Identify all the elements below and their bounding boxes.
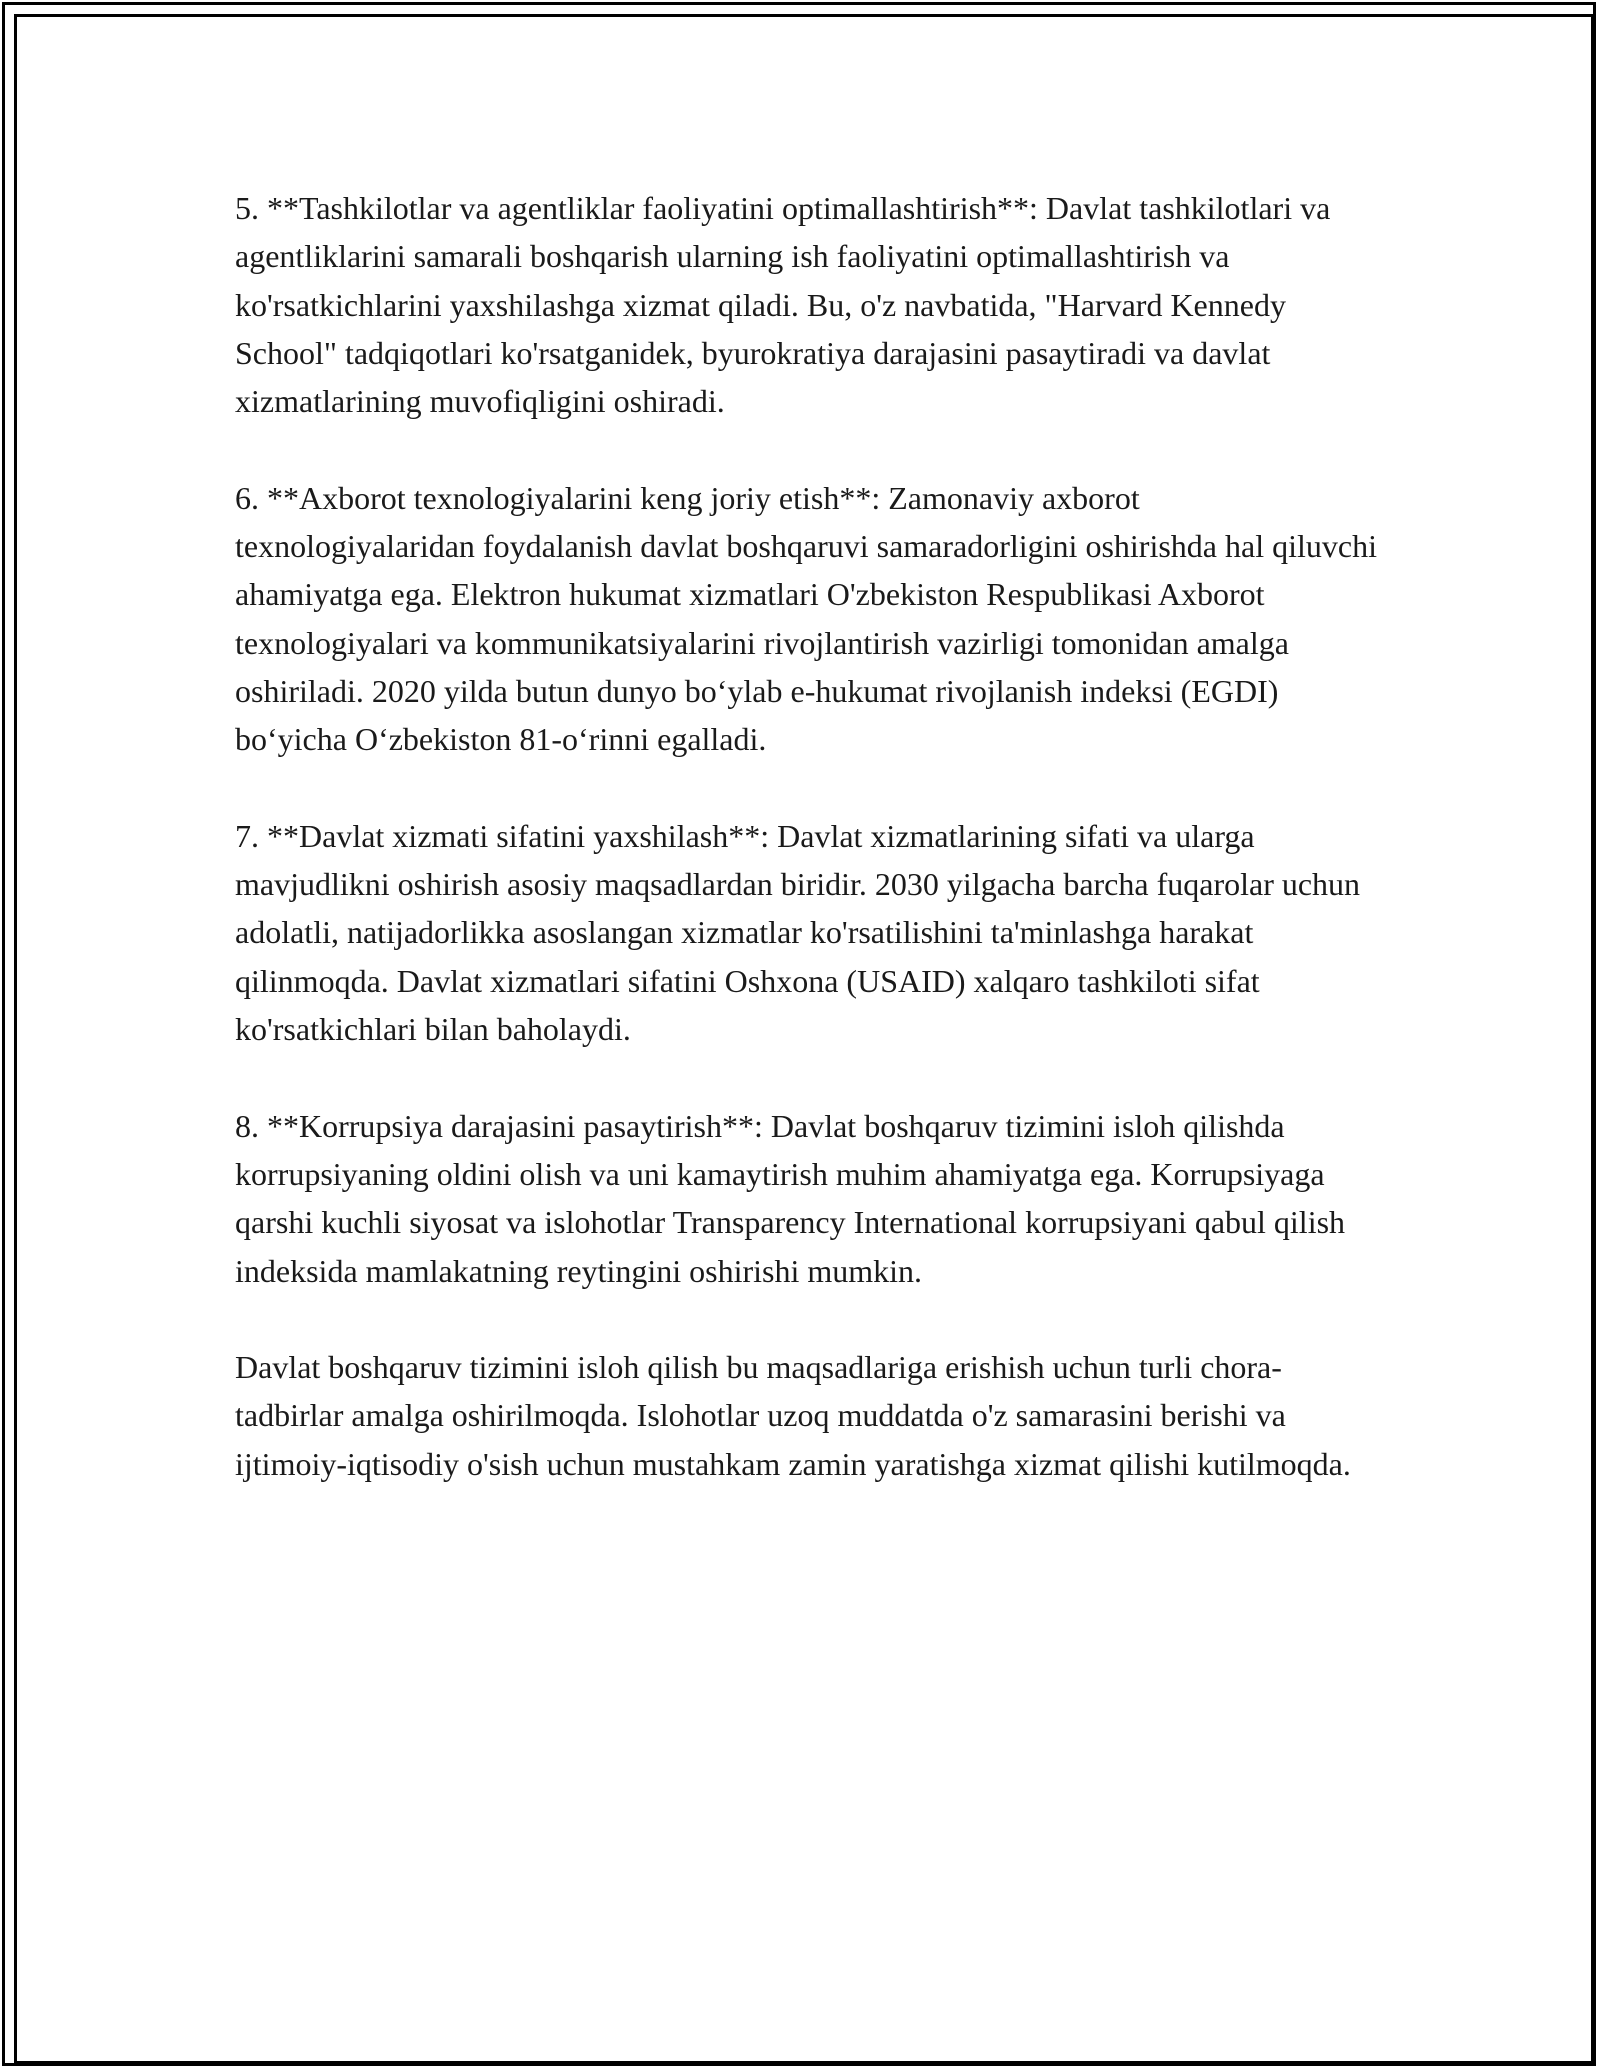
paragraph-8-corruption: 8. **Korrupsiya darajasini pasaytirish**: Davlat boshqaruv tizimini isloh qilishda korrupsiyaning oldini olish va uni kamaytirish muhim ahamiyatga ega. Korrupsiyaga qarshi kuchli siyosat va islohotlar Transparency International korrupsiyani qabul qilish indeksida mamlakatning reytingini oshirishi mumkin.	[235, 1107, 1346, 1289]
paragraph-6-it-adoption: 6. **Axborot texnologiyalarini keng joriy etish**: Zamonaviy axborot texnologiyalaridan foydalanish davlat boshqaruvi samaradorligini oshirishda hal qiluvchi ahamiyatga ega. Elektron hukumat xizmatlari O'zbekiston Respublikasi Axborot texnologiyalari va kommunikatsiyalarini rivojlantirish vazirligi tomonidan amalga oshiriladi. 2020 yilda butun dunyo boʻylab e-hukumat rivojlanish indeksi (EGDI) boʻyicha Oʻzbekiston 81-oʻrinni egalladi.	[235, 479, 1377, 758]
document-body	[235, 184, 1385, 1536]
paragraph-5-optimization: 5. **Tashkilotlar va agentliklar faoliyatini optimallashtirish**: Davlat tashkilotlari va agentliklarini samarali boshqarish ularning ish faoliyatini optimallashtirish va ko'rsatkichlarini yaxshilashga xizmat qiladi. Bu, o'z navbatida, "Harvard Kennedy School" tadqiqotlari ko'rsatganidek, byurokratiya darajasini pasaytiradi va davlat xizmatlarining muvofiqligini oshiradi.	[235, 190, 1331, 420]
paragraph-7-service-quality: 7. **Davlat xizmati sifatini yaxshilash**: Davlat xizmatlarining sifati va ularga mavjudlikni oshirish asosiy maqsadlardan biridir. 2030 yilgacha barcha fuqarolar uchun adolatli, natijadorlikka asoslangan xizmatlar ko'rsatilishini ta'minlashga harakat qilinmoqda. Davlat xizmatlari sifatini Oshxona (USAID) xalqaro tashkiloti sifat ko'rsatkichlari bilan baholaydi.	[235, 817, 1361, 1048]
paragraph-conclusion: Davlat boshqaruv tizimini isloh qilish bu maqsadlariga erishish uchun turli chora-tadbirlar amalga oshirilmoqda. Islohotlar uzoq muddatda o'z samarasini berishi va ijtimoiy-iqtisodiy o'sish uchun mustahkam zamin yaratishga xizmat qilishi kutilmoqda.	[235, 1349, 1351, 1482]
